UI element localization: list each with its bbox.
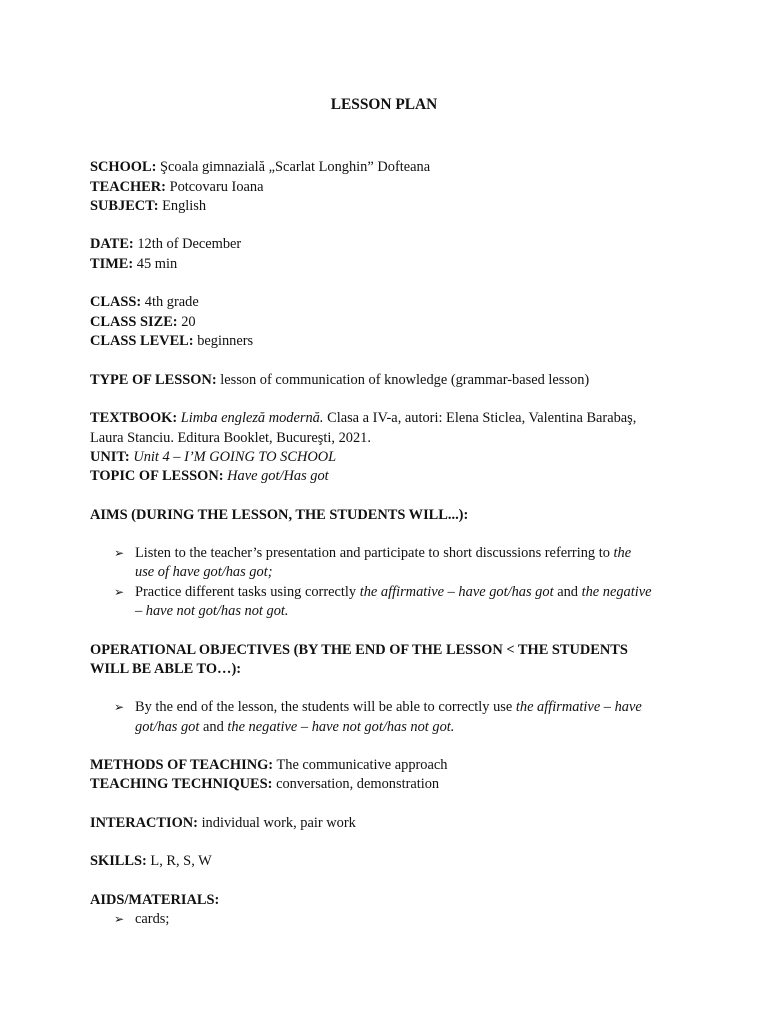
- subject-value: English: [162, 198, 207, 214]
- lesson-type-value: lesson of communication of knowledge (grammar-based lesson): [220, 372, 590, 388]
- skills-value: L, R, S, W: [150, 853, 212, 869]
- subject-label: SUBJECT:: [90, 198, 159, 214]
- lesson-type-line: [90, 371, 589, 390]
- skills-line: [90, 852, 212, 871]
- techniques-label: TEACHING TECHNIQUES:: [90, 776, 273, 792]
- school-line: [90, 158, 430, 177]
- textbook-title: Limba engleză modernă.: [180, 410, 324, 426]
- aims-item-1-line-1: [135, 544, 631, 563]
- methods-line: [90, 756, 447, 775]
- aims-heading: AIMS (DURING THE LESSON, THE STUDENTS WILL...):: [90, 507, 469, 523]
- unit-line: [90, 448, 336, 467]
- methods-value: The communicative approach: [276, 757, 448, 773]
- objectives-heading-line-1: OPERATIONAL OBJECTIVES (BY THE END OF THE LESSON < THE STUDENTS: [90, 642, 628, 658]
- aims-item-2-text-b: and: [557, 584, 578, 600]
- objectives-item-1-italic-b: the negative – have not got/has not got.: [227, 719, 455, 735]
- aims-item-2-line-2: – have not got/has not got.: [135, 603, 289, 619]
- objectives-heading-line-2: WILL BE ABLE TO…):: [90, 661, 242, 677]
- class-value: 4th grade: [144, 294, 199, 310]
- objectives-item-1-text: By the end of the lesson, the students will be able to correctly use: [135, 699, 513, 715]
- class-level-label: CLASS LEVEL:: [90, 333, 194, 349]
- teacher-value: Potcovaru Ioana: [169, 179, 264, 195]
- aims-item-2-line-1: [135, 583, 652, 602]
- teacher-label: TEACHER:: [90, 179, 166, 195]
- textbook-line-2: Laura Stanciu. Editura Booklet, Bucureşti, 2021.: [90, 430, 371, 446]
- subject-line: [90, 197, 206, 216]
- techniques-value: conversation, demonstration: [276, 776, 440, 792]
- teacher-line: [90, 178, 263, 197]
- class-line: [90, 293, 199, 312]
- textbook-line: [90, 409, 636, 428]
- date-value: 12th of December: [137, 236, 242, 252]
- techniques-line: [90, 775, 439, 794]
- lesson-type-label: TYPE OF LESSON:: [90, 372, 217, 388]
- bullet-arrow-icon: ➢: [114, 546, 125, 560]
- materials-item-1: cards;: [135, 911, 170, 927]
- skills-label: SKILLS:: [90, 853, 147, 869]
- unit-label: UNIT:: [90, 449, 130, 465]
- objectives-item-1-italic-a: got/has got: [135, 719, 200, 735]
- objectives-item-1-italic: the affirmative – have: [515, 699, 642, 715]
- bullet-arrow-icon: ➢: [114, 585, 125, 599]
- time-label: TIME:: [90, 256, 134, 272]
- page-title: LESSON PLAN: [330, 96, 438, 113]
- time-line: [90, 255, 177, 274]
- objectives-item-1-text-b: and: [202, 719, 224, 735]
- bullet-arrow-icon: ➢: [114, 700, 125, 714]
- time-value: 45 min: [136, 256, 178, 272]
- textbook-label: TEXTBOOK:: [90, 410, 178, 426]
- date-line: [90, 235, 241, 254]
- aims-item-1-line-2: use of have got/has got;: [135, 564, 273, 580]
- unit-value: Unit 4 – I’M GOING TO SCHOOL: [133, 449, 337, 465]
- interaction-value: individual work, pair work: [201, 815, 356, 831]
- materials-heading: AIDS/MATERIALS:: [90, 892, 220, 908]
- aims-item-1-text: Listen to the teacher’s presentation and participate to short discussions referring to: [135, 545, 610, 561]
- aims-item-2-text-a: Practice different tasks using correctly: [135, 584, 357, 600]
- class-size-label: CLASS SIZE:: [90, 314, 178, 330]
- class-label: CLASS:: [90, 294, 142, 310]
- topic-value: Have got/Has got: [227, 468, 329, 484]
- methods-label: METHODS OF TEACHING:: [90, 757, 274, 773]
- class-level-line: [90, 332, 253, 351]
- textbook-details: Clasa a IV-a, autori: Elena Sticlea, Valentina Barabaş,: [327, 410, 637, 426]
- bullet-arrow-icon: ➢: [114, 912, 125, 926]
- objectives-item-1-line-2: [135, 718, 454, 737]
- aims-item-2-italic-b: the negative: [581, 584, 652, 600]
- aims-item-1-italic: the: [613, 545, 632, 561]
- school-label: SCHOOL:: [90, 159, 157, 175]
- date-label: DATE:: [90, 236, 134, 252]
- interaction-label: INTERACTION:: [90, 815, 198, 831]
- aims-item-2-italic-a: the affirmative – have got/has got: [359, 584, 554, 600]
- topic-line: [90, 467, 329, 486]
- interaction-line: [90, 814, 356, 833]
- objectives-item-1-line-1: [135, 698, 642, 717]
- class-level-value: beginners: [197, 333, 254, 349]
- class-size-value: 20: [181, 314, 196, 330]
- school-value: Şcoala gimnazială „Scarlat Longhin” Dofteana: [159, 159, 431, 175]
- class-size-line: [90, 313, 196, 332]
- topic-label: TOPIC OF LESSON:: [90, 468, 224, 484]
